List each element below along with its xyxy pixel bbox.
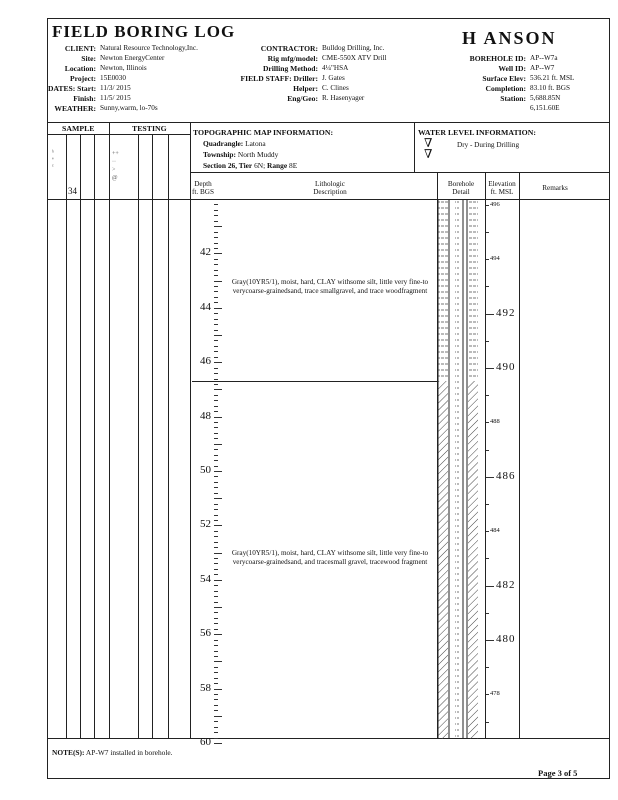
- contractor-info-label: FIELD STAFF: Driller:: [240, 74, 318, 83]
- depth-tick: [214, 444, 222, 445]
- contractor-info-value: C. Clines: [322, 84, 349, 92]
- depth-tick: [214, 640, 218, 641]
- elevation-minor-label: 484: [490, 527, 500, 535]
- borehole-info-value: AP--W7: [530, 64, 555, 72]
- topo-water-divider: [414, 122, 415, 172]
- elevation-minor-tick: [486, 314, 489, 315]
- litho-column-header: [290, 180, 370, 196]
- filter-pack-lower-right: [468, 381, 478, 739]
- depth-tick: [214, 482, 218, 483]
- column-header-divider: [47, 199, 610, 200]
- borehole-info-value: 83.10 ft. BGS: [530, 84, 570, 92]
- project-info-value: 15E0030: [100, 74, 126, 82]
- range-label: Range: [267, 161, 288, 170]
- borehole-info-row: [450, 74, 610, 84]
- elevation-column-header: [484, 180, 520, 196]
- depth-label: 50: [200, 464, 211, 476]
- borehole-well-diagram: [437, 199, 485, 739]
- project-info-label: DATES: Start:: [48, 84, 97, 93]
- project-info: [48, 44, 208, 114]
- depth-tick: [214, 427, 218, 428]
- water-level-dry: Dry - During Drilling: [457, 141, 520, 149]
- depth-tick: [214, 340, 218, 341]
- project-info-row: [48, 74, 208, 84]
- depth-tick: [214, 563, 218, 564]
- depth-column-line: [190, 122, 191, 738]
- depth-tick: [214, 215, 218, 216]
- depth-tick: [214, 607, 222, 608]
- depth-tick: [214, 661, 222, 662]
- litho-header-line2: Description: [313, 188, 347, 196]
- sample-col-line: [94, 134, 95, 738]
- depth-tick: [214, 433, 218, 434]
- depth-tick: [214, 248, 218, 249]
- depth-label: 60: [200, 736, 211, 748]
- borehole-info-row: [450, 54, 610, 64]
- depth-tick: [214, 612, 218, 613]
- section-row: [203, 161, 297, 170]
- notes-label: NOTE(S):: [52, 748, 85, 757]
- section-label: Section 26, Tier: [203, 161, 253, 170]
- water-level-heading: WATER LEVEL INFORMATION:: [418, 128, 536, 137]
- depth-tick: [214, 651, 218, 652]
- depth-tick: [214, 319, 218, 320]
- elevation-minor-tick: [486, 368, 489, 369]
- depth-tick: [214, 602, 218, 603]
- depth-tick: [214, 411, 218, 412]
- sample-testing-line: [109, 122, 110, 738]
- elevation-header-line2: ft. MSL: [490, 188, 514, 196]
- bentonite-seal-upper-right: [468, 199, 478, 381]
- contractor-info-row: [240, 94, 420, 104]
- elevation-label: 482: [496, 578, 516, 591]
- depth-tick: [214, 313, 218, 314]
- depth-tick: [214, 291, 218, 292]
- depth-tick: [214, 645, 218, 646]
- borehole-header-line2: Detail: [452, 188, 470, 196]
- borehole-info-value: AP--W7a: [530, 54, 558, 62]
- borehole-info-row: [450, 94, 610, 104]
- depth-tick: [214, 618, 218, 619]
- project-info-label: WEATHER:: [54, 104, 96, 113]
- page-title: FIELD BORING LOG: [52, 22, 236, 41]
- depth-tick: [214, 237, 218, 238]
- remarks-column-line: [519, 172, 520, 738]
- project-info-value: Newton EnergyCenter: [100, 54, 165, 62]
- testing-col-line: [152, 134, 153, 738]
- filter-pack-lower: [438, 381, 448, 739]
- sample-column-glyphs: ᵇ ᵉ ᶻ: [52, 150, 54, 170]
- borehole-info-label: Completion:: [485, 84, 526, 93]
- depth-tick: [214, 422, 218, 423]
- project-info-value: Natural Resource Technology,Inc.: [100, 44, 198, 52]
- elevation-minor-tick: [486, 694, 489, 695]
- contractor-info-row: [240, 64, 420, 74]
- township-value: North Muddy: [237, 150, 279, 159]
- depth-tick: [214, 515, 218, 516]
- depth-tick: [214, 520, 218, 521]
- depth-tick: [214, 672, 218, 673]
- depth-tick: [214, 438, 218, 439]
- elevation-minor-tick: [486, 286, 489, 287]
- project-info-value: 11/5/ 2015: [100, 94, 131, 102]
- elevation-label: 486: [496, 469, 516, 482]
- depth-tick: [214, 547, 218, 548]
- contractor-info: [240, 44, 420, 104]
- depth-tick: [214, 656, 218, 657]
- contractor-info-row: [240, 74, 420, 84]
- project-info-row: [48, 94, 208, 104]
- depth-tick: [214, 525, 222, 526]
- borehole-info-label: BOREHOLE ID:: [469, 54, 526, 63]
- project-info-label: Finish:: [73, 94, 96, 103]
- depth-tick: [214, 270, 218, 271]
- borehole-info: [450, 54, 610, 114]
- depth-tick: [214, 716, 222, 717]
- depth-label: 58: [200, 681, 211, 694]
- elevation-minor-tick: [486, 613, 489, 614]
- depth-tick: [214, 585, 218, 586]
- depth-tick: [214, 509, 218, 510]
- depth-tick: [214, 357, 218, 358]
- depth-tick: [214, 253, 222, 254]
- depth-column-header: [192, 180, 214, 196]
- project-info-row: [48, 64, 208, 74]
- depth-tick: [214, 738, 218, 739]
- contractor-info-row: [240, 44, 420, 54]
- depth-tick: [214, 689, 222, 690]
- contractor-info-value: Bulldog Drilling, Inc.: [322, 44, 385, 52]
- depth-tick: [214, 449, 218, 450]
- depth-tick: [214, 204, 218, 205]
- depth-tick: [214, 591, 218, 592]
- elevation-minor-tick: [486, 640, 489, 641]
- notes-text: AP-W7 installed in borehole.: [85, 748, 173, 757]
- depth-tick: [214, 743, 222, 744]
- contractor-info-label: Eng/Geo:: [287, 94, 318, 103]
- township-label: Township:: [203, 150, 237, 159]
- elevation-minor-tick: [486, 504, 489, 505]
- contractor-info-value: R. Hasenyager: [322, 94, 365, 102]
- depth-tick: [214, 460, 218, 461]
- depth-tick: [214, 629, 218, 630]
- quadrangle-label: Quadrangle:: [203, 139, 244, 148]
- depth-tick: [214, 634, 222, 635]
- depth-tick: [214, 368, 218, 369]
- elevation-minor-tick: [486, 450, 489, 451]
- project-info-label: Site:: [81, 54, 96, 63]
- remarks-column-header: Remarks: [542, 184, 568, 192]
- tier-value: 6N;: [254, 161, 266, 170]
- depth-tick: [214, 226, 222, 227]
- depth-tick: [214, 324, 218, 325]
- borehole-info-label: Surface Elev:: [482, 74, 526, 83]
- borehole-info-row: [450, 64, 610, 74]
- township-row: [203, 150, 278, 159]
- litho-header-line1: Lithologic: [315, 180, 345, 188]
- depth-tick: [214, 667, 218, 668]
- project-info-value: 11/3/ 2015: [100, 84, 131, 92]
- borehole-header-line1: Borehole: [447, 180, 475, 188]
- depth-tick: [214, 373, 218, 374]
- depth-tick: [214, 330, 218, 331]
- contractor-info-label: Drilling Method:: [262, 64, 318, 73]
- elevation-minor-tick: [486, 586, 489, 587]
- contractor-info-label: Helper:: [293, 84, 318, 93]
- testing-col-line: [138, 134, 139, 738]
- depth-tick: [214, 705, 218, 706]
- project-info-label: Project:: [70, 74, 96, 83]
- contractor-info-row: [240, 84, 420, 94]
- quadrangle-value: Latona: [245, 139, 266, 148]
- elevation-label: 480: [496, 632, 516, 645]
- project-info-label: CLIENT:: [64, 44, 96, 53]
- depth-label: 52: [200, 518, 211, 531]
- depth-tick: [214, 297, 218, 298]
- depth-tick: [214, 678, 218, 679]
- borehole-info-value: 536.21 ft. MSL: [530, 74, 575, 82]
- borehole-column-header: [441, 180, 481, 196]
- project-info-row: [48, 44, 208, 54]
- sample-col-line: [80, 134, 81, 738]
- depth-tick: [214, 210, 218, 211]
- depth-tick: [214, 335, 222, 336]
- contractor-info-value: 4¼"HSA: [322, 64, 349, 72]
- project-info-row: [48, 54, 208, 64]
- elevation-minor-tick: [486, 259, 489, 260]
- elevation-column-line: [485, 172, 486, 738]
- depth-tick: [214, 346, 218, 347]
- depth-label: 46: [200, 355, 211, 368]
- depth-tick: [214, 553, 222, 554]
- contractor-info-value: CME-550X ATV Drill: [322, 54, 387, 62]
- lithology-boundary: [192, 381, 437, 382]
- depth-tick: [214, 286, 218, 287]
- quadrangle-row: [203, 139, 266, 148]
- elevation-minor-label: 494: [490, 255, 500, 263]
- contractor-info-label: CONTRACTOR:: [260, 44, 318, 53]
- depth-tick: [214, 710, 218, 711]
- project-info-value: Sunny,warm, lo-70s: [100, 104, 158, 112]
- elevation-label: 492: [496, 306, 516, 319]
- depth-tick: [214, 493, 218, 494]
- company-logo: H ANSON: [462, 28, 557, 48]
- elevation-header-line1: Elevation: [488, 180, 516, 188]
- sample-code: 34: [68, 186, 77, 196]
- elevation-label: 490: [496, 360, 516, 373]
- contractor-info-value: J. Gates: [322, 74, 345, 82]
- range-value: 8E: [289, 161, 298, 170]
- depth-tick: [214, 623, 218, 624]
- depth-tick: [214, 596, 218, 597]
- elevation-minor-tick: [486, 722, 489, 723]
- sample-col-line: [66, 134, 67, 738]
- depth-tick: [214, 476, 218, 477]
- depth-tick: [214, 243, 218, 244]
- borehole-info-label: Station:: [500, 94, 526, 103]
- depth-tick: [214, 498, 222, 499]
- elevation-minor-tick: [486, 477, 489, 478]
- depth-tick: [214, 351, 218, 352]
- log-bottom-divider: [47, 738, 610, 739]
- depth-tick: [214, 221, 218, 222]
- depth-tick: [214, 487, 218, 488]
- elevation-minor-tick: [486, 205, 489, 206]
- depth-tick: [214, 683, 218, 684]
- depth-tick: [214, 580, 222, 581]
- borehole-info-row: [450, 104, 610, 114]
- depth-tick: [214, 406, 218, 407]
- depth-tick: [214, 569, 218, 570]
- topo-divider: [190, 172, 610, 173]
- depth-header-line1: Depth: [194, 180, 212, 188]
- depth-tick: [214, 694, 218, 695]
- depth-tick: [214, 721, 218, 722]
- depth-tick: [214, 558, 218, 559]
- depth-tick: [214, 379, 218, 380]
- project-info-row: [48, 104, 208, 114]
- elevation-minor-tick: [486, 667, 489, 668]
- depth-tick: [214, 727, 218, 728]
- header-divider: [47, 122, 610, 123]
- borehole-info-value: 6,151.60E: [530, 104, 560, 112]
- depth-tick: [214, 471, 222, 472]
- depth-tick: [214, 531, 218, 532]
- depth-label: 48: [200, 409, 211, 422]
- depth-label: 56: [200, 627, 211, 640]
- depth-label: 42: [200, 246, 211, 259]
- notes: [52, 748, 173, 757]
- elevation-minor-tick: [486, 558, 489, 559]
- elevation-minor-tick: [486, 341, 489, 342]
- depth-tick: [214, 536, 218, 537]
- water-level-icon: ∇ ∇: [424, 136, 433, 161]
- sample-header: SAMPLE: [62, 124, 95, 133]
- depth-tick: [214, 732, 218, 733]
- depth-tick: [214, 395, 218, 396]
- topo-heading: TOPOGRAPHIC MAP INFORMATION:: [193, 128, 334, 137]
- contractor-info-row: [240, 54, 420, 64]
- depth-tick: [214, 281, 222, 282]
- contractor-info-label: Rig mfg/model:: [267, 54, 318, 63]
- bentonite-seal-upper: [438, 199, 448, 381]
- elevation-minor-tick: [486, 232, 489, 233]
- elevation-minor-tick: [486, 395, 489, 396]
- lithology-description: Gray(10YR5/1), moist, hard, CLAY withsome silt, little very fine-to verycoarse-grainedsand, and tracesmall gravel, tracewood fragment: [231, 549, 429, 566]
- depth-tick: [214, 362, 222, 363]
- depth-tick: [214, 264, 218, 265]
- borehole-info-value: 5,688.85N: [530, 94, 561, 102]
- depth-tick: [214, 542, 218, 543]
- depth-tick: [214, 574, 218, 575]
- depth-tick: [214, 417, 222, 418]
- depth-tick: [214, 466, 218, 467]
- borehole-info-row: [450, 84, 610, 94]
- project-info-value: Newton, Illinois: [100, 64, 147, 72]
- depth-tick: [214, 504, 218, 505]
- depth-tick: [214, 232, 218, 233]
- project-info-label: Location:: [64, 64, 96, 73]
- elevation-minor-tick: [486, 422, 489, 423]
- testing-col-line: [168, 134, 169, 738]
- depth-tick: [214, 384, 218, 385]
- depth-tick: [214, 259, 218, 260]
- elevation-minor-tick: [486, 531, 489, 532]
- well-center: [455, 199, 459, 739]
- depth-tick: [214, 275, 218, 276]
- borehole-info-label: Well ID:: [498, 64, 526, 73]
- depth-tick: [214, 302, 218, 303]
- depth-tick: [214, 400, 218, 401]
- depth-label: 44: [200, 300, 211, 313]
- page-number: Page 3 of 5: [538, 768, 578, 778]
- testing-header: TESTING: [132, 124, 167, 133]
- elevation-minor-label: 488: [490, 418, 500, 426]
- lithology-description: Gray(10YR5/1), moist, hard, CLAY withsome silt, little very fine-to verycoarse-grainedsand, trace smallgravel, and trace woodfragment: [231, 278, 429, 295]
- elevation-minor-label: 478: [490, 690, 500, 698]
- depth-tick: [214, 699, 218, 700]
- testing-column-glyphs: ++ ·· > @: [112, 151, 119, 181]
- project-info-row: [48, 84, 208, 94]
- depth-tick: [214, 308, 222, 309]
- depth-label: 54: [200, 572, 211, 585]
- depth-header-line2: ft. BGS: [192, 188, 214, 196]
- elevation-minor-label: 496: [490, 200, 500, 208]
- depth-tick: [214, 455, 218, 456]
- depth-tick: [214, 389, 222, 390]
